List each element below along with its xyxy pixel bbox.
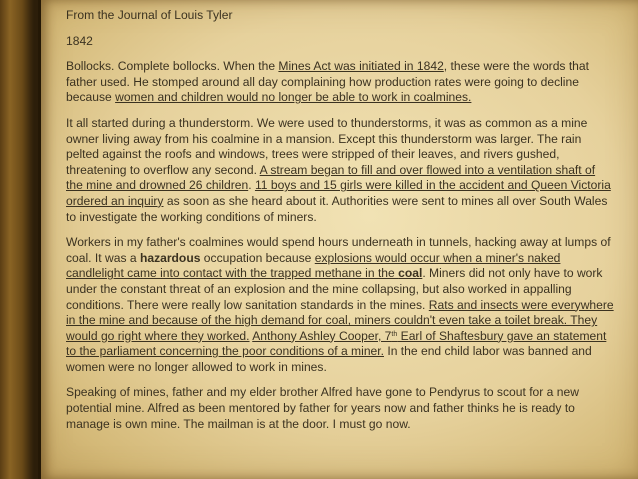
- superscript-th: th: [391, 330, 398, 338]
- paragraph-pendyrus: Speaking of mines, father and my elder brother Alfred have gone to Pendyrus to scout for a new potential mine. Alfred as been mentored by father for years now and father thinks he is ready to manage is own mine. The mailman is at the door. I must go now.: [66, 385, 579, 431]
- journal-text: [66, 8, 614, 442]
- link-ashley-cooper-text: Anthony Ashley Cooper, 7: [252, 328, 392, 343]
- bold-hazardous: hazardous: [139, 250, 201, 265]
- link-coal-bold: coal: [398, 266, 423, 281]
- book-spine: [38, 0, 41, 479]
- text-run: , these were the words that father used. He stomped around all day complaining how production rates were going to decline because: [66, 59, 589, 105]
- link-women-children[interactable]: women and children would no longer be able to work in coalmines.: [115, 90, 472, 105]
- text-run: In the end child labor was banned and women were no longer allowed to work in mines.: [66, 344, 592, 374]
- paragraph-mines-act: [66, 59, 614, 106]
- text-run: .: [248, 178, 255, 193]
- link-stream-flood[interactable]: A stream began to fill and over flowed into a ventilation shaft of the mine and drowned 26 children: [66, 162, 596, 193]
- link-explosions-text: explosions would occur when a miner's naked candlelight came into contact with the trapped methane in the: [66, 250, 561, 281]
- link-children-killed[interactable]: 11 boys and 15 girls were killed in the accident and Queen Victoria ordered an inquiry: [66, 178, 611, 208]
- text-run: occupation because: [200, 250, 315, 265]
- text-run: as soon as she heard about it. Authorities were sent to mines all over South Wales to investigate the working conditions of miners.: [66, 193, 608, 224]
- journal-heading: From the Journal of Louis Tyler: [66, 8, 233, 22]
- text-run: It all started during a thunderstorm. We were used to thunderstorms, it was as common as a mine owner living away from his coalmine in a mansion. Except this thunderstorm was larger. The rain pelted against the roofs and windows, trees were stripped of their leaves, and rivers gushed, threatening to overflow any second.: [66, 115, 588, 177]
- paragraph-working-conditions: [66, 235, 614, 375]
- link-ashley-cooper-text-2: Earl of Shaftesbury gave an statement to the parliament concerning the poor conditions of a miner.: [66, 328, 607, 359]
- text-run: . Miners did not only have to work under the constant threat of an explosion and the mine collapsing, but also worked in appalling conditions. There were really low sanitation standards in the mines.: [66, 266, 603, 312]
- paragraph-thunderstorm: [66, 116, 614, 225]
- link-mines-act[interactable]: Mines Act was initiated in 1842: [278, 59, 444, 74]
- journal-year: 1842: [66, 33, 93, 48]
- link-rats-insects[interactable]: Rats and insects were everywhere in the mine and because of the high demand for coal, miners couldn't even take a toilet break. They would go right where they worked.: [66, 297, 614, 343]
- text-run: Bollocks. Complete bollocks. When the: [66, 59, 279, 74]
- text-run: Workers in my father's coalmines would spend hours underneath in tunnels, hacking away at lumps of coal. It was a: [66, 235, 611, 265]
